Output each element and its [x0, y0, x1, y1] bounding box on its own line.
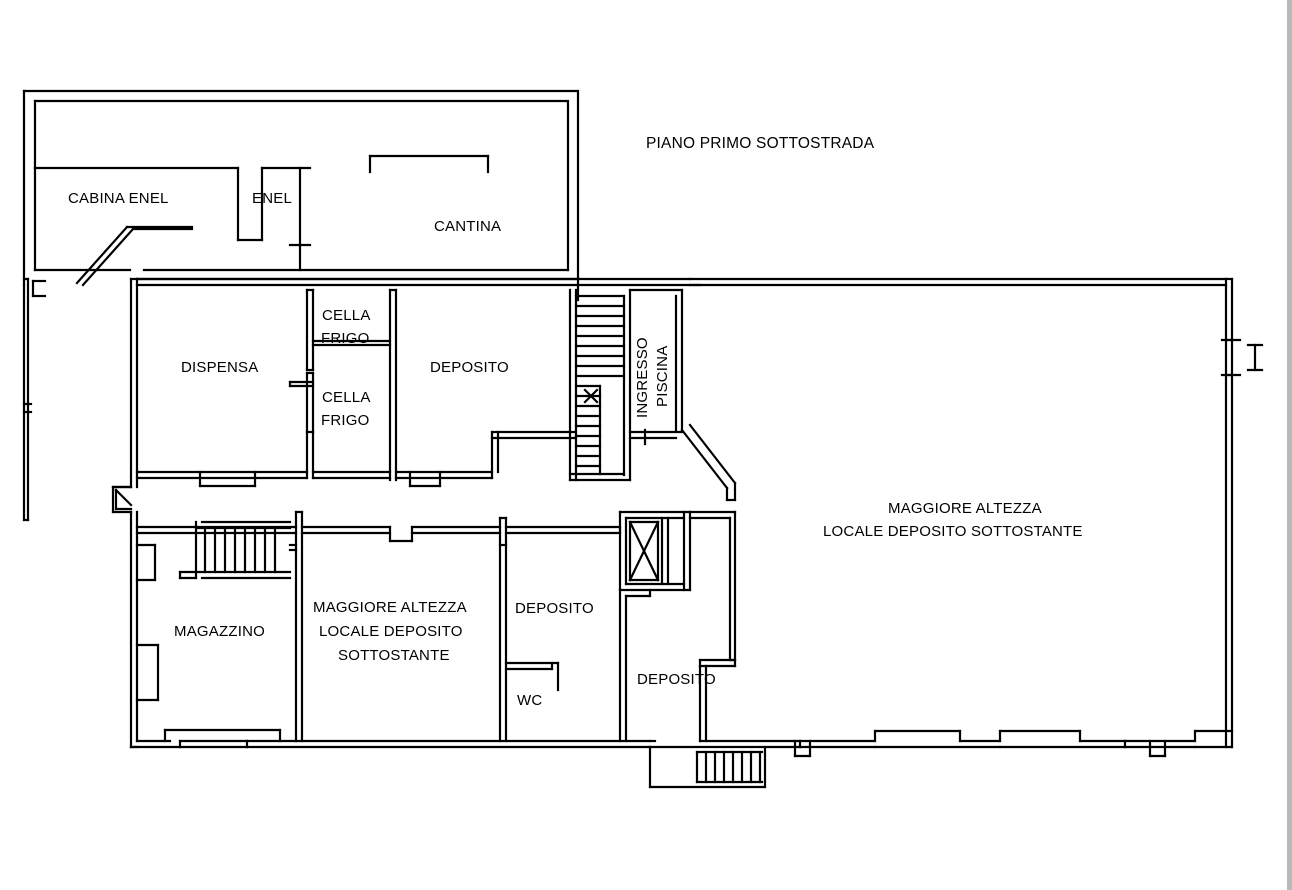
page-title: PIANO PRIMO SOTTOSTRADA — [646, 135, 875, 152]
room-label-ingresso-piscina-line2: PISCINA — [654, 345, 671, 407]
room-label-deposito-1: DEPOSITO — [430, 359, 509, 376]
room-label-ingresso-piscina-line1: INGRESSO — [634, 337, 651, 419]
room-label-cantina: CANTINA — [434, 218, 502, 235]
room-label-cabina-enel: CABINA ENEL — [68, 190, 169, 207]
room-label-dispensa: DISPENSA — [181, 359, 259, 376]
room-label-maggiore-centro-line2: LOCALE DEPOSITO — [319, 623, 463, 640]
room-label-wc: WC — [517, 692, 543, 709]
page-right-margin-strip — [1287, 0, 1292, 890]
room-label-cella-frigo-2-line2: FRIGO — [321, 412, 370, 429]
room-label-enel: ENEL — [252, 190, 292, 207]
room-label-maggiore-est-line2: LOCALE DEPOSITO SOTTOSTANTE — [823, 523, 1083, 540]
room-label-cella-frigo-1-line2: FRIGO — [321, 330, 370, 347]
room-label-maggiore-centro-line1: MAGGIORE ALTEZZA — [313, 599, 467, 616]
room-label-magazzino: MAGAZZINO — [174, 623, 265, 640]
room-label-maggiore-centro-line3: SOTTOSTANTE — [338, 647, 450, 664]
room-label-cella-frigo-2-line1: CELLA — [322, 389, 371, 406]
room-label-cella-frigo-1-line1: CELLA — [322, 307, 371, 324]
room-label-deposito-2: DEPOSITO — [515, 600, 594, 617]
room-label-maggiore-est-line1: MAGGIORE ALTEZZA — [888, 500, 1042, 517]
room-label-deposito-3: DEPOSITO — [637, 671, 716, 688]
